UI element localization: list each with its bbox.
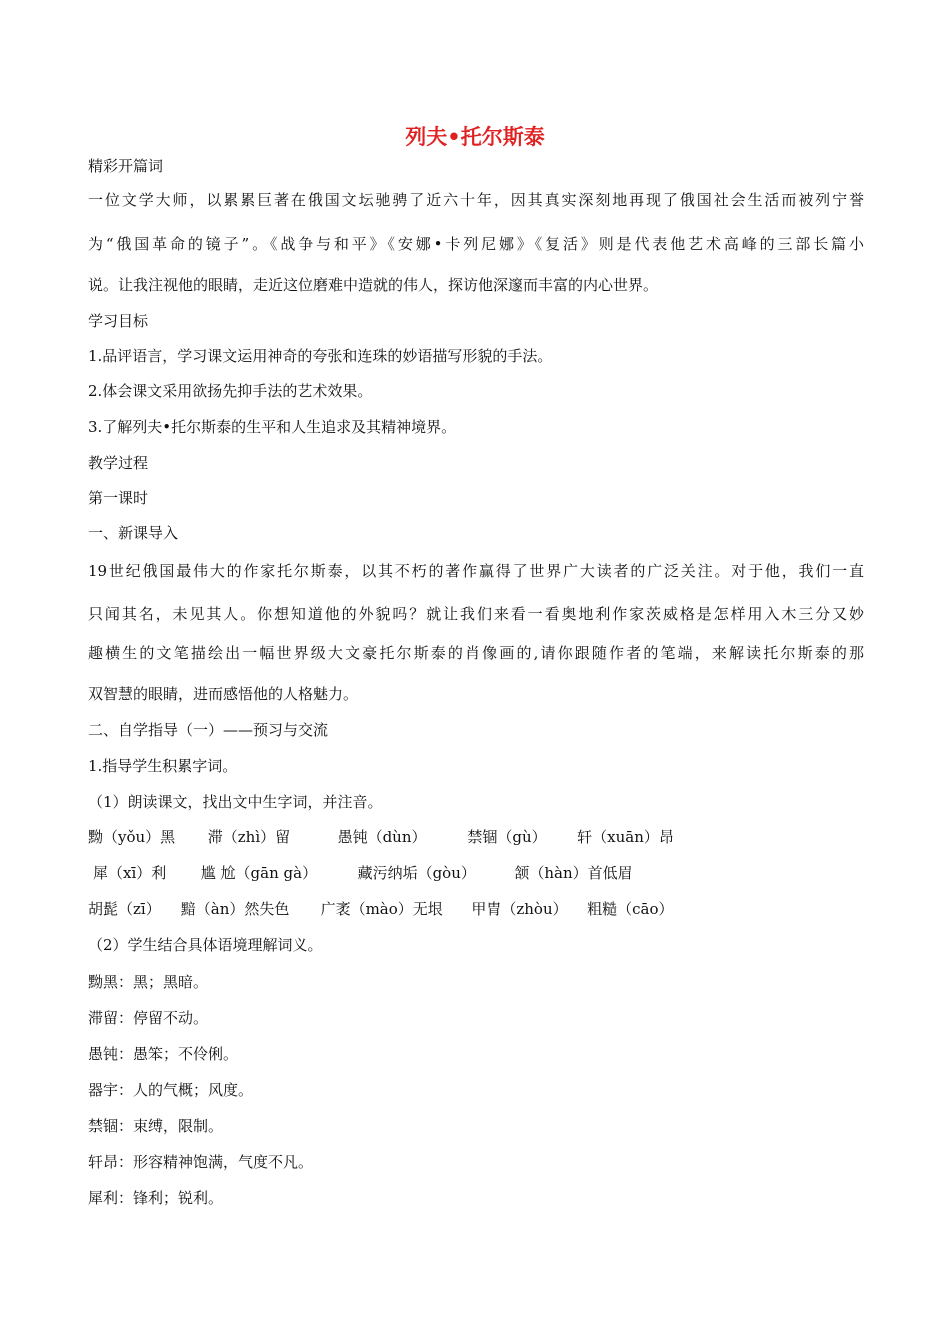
section1-line-3: 趣横生的文笔描绘出一幅世界级大文豪托尔斯泰的肖像画的,请你跟随作者的笔端，来解读托尔斯泰的那	[88, 644, 864, 662]
section2-heading: 二、自学指导（一）——预习与交流	[88, 721, 329, 739]
vocab-word: 轩（xuān）昂	[577, 828, 674, 846]
definition-item: 轩昂：形容精神饱满，气度不凡。	[88, 1153, 314, 1171]
vocab-row-1	[88, 826, 674, 848]
intro-line-2: 为“俄国革命的镜子”。《战争与和平》《安娜•卡列尼娜》《复活》则是代表他艺术高峰的三部长篇小	[88, 235, 864, 253]
vocab-word: 广袤（mào）无垠	[320, 900, 443, 918]
intro-line-3: 说。让我注视他的眼睛，走近这位磨难中造就的伟人，探访他深邃而丰富的内心世界。	[88, 276, 659, 294]
section1-line-2: 只闻其名，未见其人。你想知道他的外貌吗？就让我们来看一看奥地利作家茨威格是怎样用入木三分又妙	[88, 605, 864, 623]
vocab-word: 滞（zhì）留	[207, 828, 291, 846]
section1-line-4: 双智慧的眼睛，进而感悟他的人格魅力。	[88, 685, 359, 703]
vocab-word: 颔（hàn）首低眉	[514, 864, 633, 882]
vocab-word: 尴 尬（gān gà）	[200, 864, 318, 882]
vocab-word: 禁锢（gù）	[467, 828, 547, 846]
definition-item: 禁锢：束缚，限制。	[88, 1117, 224, 1135]
definition-item: 黝黑：黑；黑暗。	[88, 973, 209, 991]
definition-item: 愚钝：愚笨；不伶俐。	[88, 1045, 239, 1063]
lesson-heading: 第一课时	[88, 489, 149, 507]
step1-text: 1.指导学生积累字词。	[88, 757, 238, 775]
definition-item: 滞留：停留不动。	[88, 1009, 209, 1027]
vocab-word: 粗糙（cāo）	[587, 900, 674, 918]
intro-line-1: 一位文学大师，以累累巨著在俄国文坛驰骋了近六十年，因其真实深刻地再现了俄国社会生活而被列宁誉	[88, 191, 864, 209]
goal-item-3: 3.了解列夫•托尔斯泰的生平和人生追求及其精神境界。	[88, 418, 457, 436]
process-heading: 教学过程	[88, 454, 149, 472]
section1-line-1: 19世纪俄国最伟大的作家托尔斯泰，以其不朽的著作赢得了世界广大读者的广泛关注。对于他，我们一直	[88, 562, 864, 580]
goal-item-2: 2.体会课文采用欲扬先抑手法的艺术效果。	[88, 382, 373, 400]
vocab-word: 甲胄（zhòu）	[471, 900, 568, 918]
goal-item-1: 1.品评语言，学习课文运用神奇的夸张和连珠的妙语描写形貌的手法。	[88, 347, 553, 365]
definition-item: 器宇：人的气概；风度。	[88, 1081, 254, 1099]
vocab-word: 犀（xī）利	[93, 864, 167, 882]
vocab-row-3	[88, 898, 674, 920]
step1-sub2-text: （2）学生结合具体语境理解词义。	[88, 936, 323, 954]
vocab-row-2	[93, 862, 633, 884]
goals-heading: 学习目标	[88, 312, 149, 330]
intro-heading: 精彩开篇词	[88, 157, 164, 175]
definition-item: 犀利：锋利；锐利。	[88, 1189, 224, 1207]
vocab-word: 愚钝（dùn）	[337, 828, 427, 846]
vocab-word: 藏污纳垢（gòu）	[357, 864, 476, 882]
step1-sub1-text: （1）朗读课文，找出文中生字词，并注音。	[88, 793, 383, 811]
section1-heading: 一、新课导入	[88, 524, 179, 542]
vocab-word: 黯（àn）然失色	[180, 900, 290, 918]
vocab-word: 胡髭（zī）	[88, 900, 161, 918]
vocab-word: 黝（yǒu）黑	[88, 828, 176, 846]
page-title: 列夫•托尔斯泰	[405, 125, 545, 149]
